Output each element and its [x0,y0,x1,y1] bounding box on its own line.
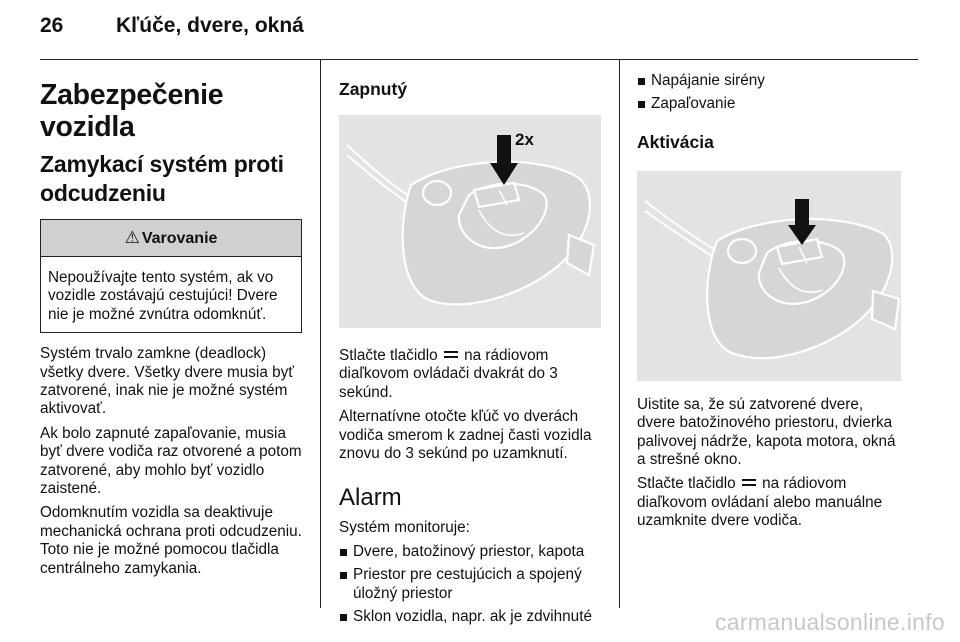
column-3 [637,60,901,531]
chapter-title: Kľúče, dvere, okná [116,14,304,37]
paragraph: Systém trvalo zamkne (deadlock) všetky dvere. Všetky dvere musia byť zatvorené, inak nie je možné systém aktivovať. [40,345,294,418]
paragraph [637,475,901,530]
list-item [637,95,901,113]
bullet-icon [340,614,347,621]
heading-activation: Aktivácia [637,131,714,152]
key-fob-drawing [339,115,601,328]
watermark: carmanualsonline.info [714,609,945,635]
monitor-intro: Systém monitoruje: [339,519,470,537]
paragraph: Odomknutím vozidla sa deaktivuje mechanická ochrana proti odcudzeniu. Toto nie je možné pomocou tlačidla centrálneho zamykania. [40,504,302,577]
monitor-list [339,543,601,627]
key-fob-illustration [637,171,901,381]
text-run: Stlačte tlačidlo [637,475,736,493]
column-2 [339,60,601,626]
section-title: Zabezpečenie vozidla [40,79,224,143]
text-run: Stlačte tlačidlo [339,347,438,364]
paragraph: Alternatívne otočte kľúč vo dverách vodiča smerom k zadnej časti vozidla znovu do 3 sekúnd po uzamknutí. [339,408,592,463]
paragraph: Uistite sa, že sú zatvorené dvere, dvere batožinového priestoru, dvierka palivovej nádrže, kapota motora, okná a strešné okno. [637,395,896,469]
column-1 [40,60,302,578]
section-subtitle: Zamykací systém proti odcudzeniu [40,151,284,206]
list-item [339,566,601,603]
lock-button-icon [742,478,756,487]
lock-button-icon [444,350,458,359]
press-twice-label: 2x [515,130,534,149]
bullet-icon [638,78,645,85]
warning-text: Nepoužívajte tento systém, ak vo vozidle zostávajú cestujúci! Dvere nie je možné zvnútra odomknúť. [48,269,278,323]
paragraph: Ak bolo zapnuté zapaľovanie, musia byť dvere vodiča raz otvorené a potom zatvorené, aby mohlo byť vozidlo zaistené. [40,424,302,498]
text-run: na rádiovom diaľkovom ovládaní alebo manuálne uzamknite dvere vodiča. [637,475,883,530]
bullet-icon [340,549,347,556]
text-run: na rádiovom diaľkovom ovládači dvakrát do 3 sekúnd. [339,347,558,401]
column-divider-2 [619,60,620,608]
list-item [339,608,601,626]
monitor-list-continued [637,72,901,114]
page-number: 26 [40,14,64,37]
warning-header [41,220,301,257]
heading-enabled: Zapnutý [339,79,408,99]
warning-title: Varovanie [141,230,218,247]
list-item-text: Dvere, batožinový priestor, kapota [353,542,585,560]
paragraph [339,347,601,402]
list-item-text: Priestor pre cestujúcich a spojený úložný priestor [353,566,582,602]
list-item-text: Sklon vozidla, napr. ak je zdvihnuté [353,608,592,626]
bullet-icon [340,572,347,579]
list-item-text: Napájanie sirény [651,72,765,89]
key-fob-illustration [339,115,601,328]
key-fob-drawing [637,171,901,381]
bullet-icon [638,101,645,108]
list-item [339,543,601,561]
warning-box [40,219,302,333]
column-divider-1 [320,60,321,608]
list-item-text: Zapaľovanie [651,95,736,113]
list-item [637,72,901,90]
heading-alarm: Alarm [339,484,402,512]
warning-triangle-icon: ⚠ [124,228,140,247]
